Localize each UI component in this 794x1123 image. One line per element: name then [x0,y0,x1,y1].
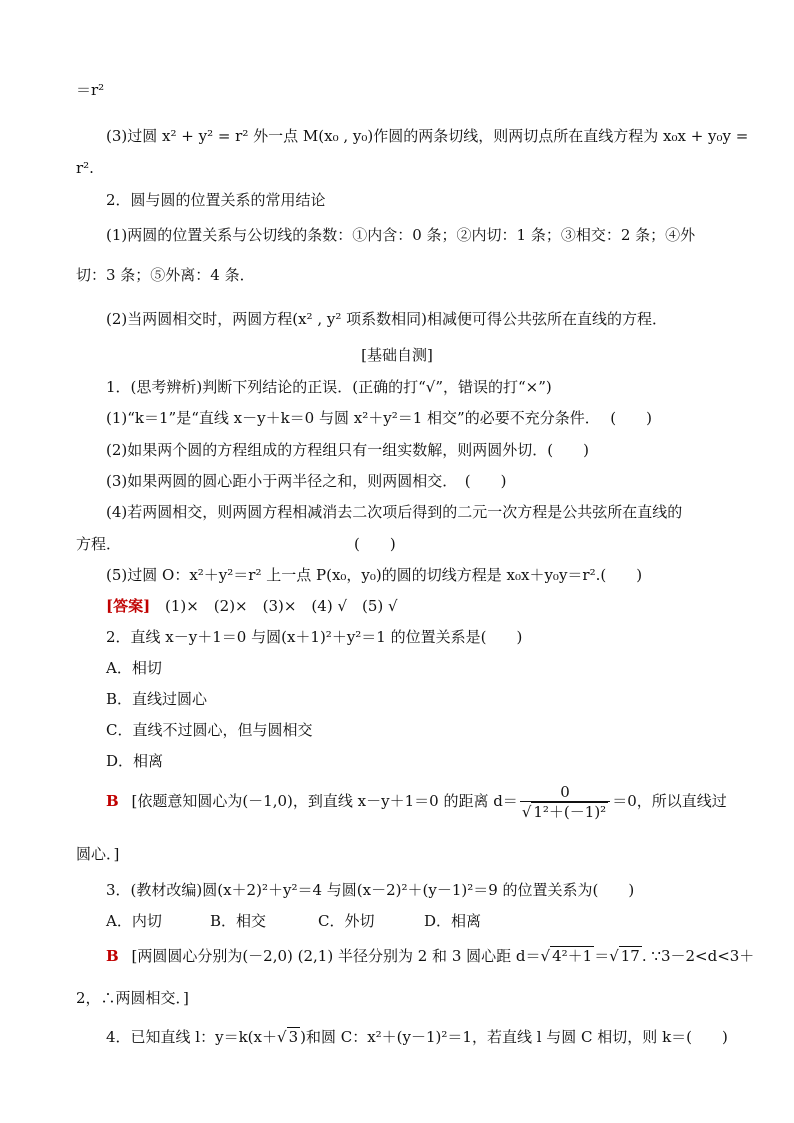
q3-sol-radicand: 4²＋1 [552,947,593,965]
item3-line2: r². [76,159,94,177]
q2-stem: 2．直线 x－y＋1＝0 与圆(x＋1)²＋y²＝1 的位置关系是( ) [106,628,523,646]
top-fragment: ＝r² [76,81,105,99]
q3-answer-letter: B [106,947,119,965]
q1-s4-paren: ( ) [354,535,396,553]
q3-sol-b: . ∵3－2<d<3＋ [641,947,755,965]
q1-answer [106,596,724,616]
q2-option-d: D．相离 [106,752,164,770]
q1-s4b-text: 方程． [76,535,122,553]
q2-sol-a: [依题意知圆心为(－1,0)，到直线 x－y＋1＝0 的距离 d＝ [131,792,518,810]
q1-statement-1 [106,408,724,428]
section2-title: 2．圆与圆的位置关系的常用结论 [106,191,326,209]
s2-item2: (2)当两圆相交时，两圆方程(x² , y² 项系数相同)相减便可得公共弦所在直线的方程． [106,310,667,328]
s2-item1-line2: 切：3 条；⑤外离：4 条． [76,266,255,284]
q3-sol-radicand-2: 17 [620,947,640,965]
q1-statement-4b [76,534,724,554]
q3-option-d: D．相离 [424,912,482,930]
q4-stem: 4．已知直线 l：y＝k(x＋√ 3 )和圆 C：x²＋(y－1)²＝1，若直线 l 与圆 C 相切，则 k＝( ) [106,1028,728,1046]
q2-frac-num: 0 [520,783,610,802]
q1-statement-5: (5)过圆 O：x²＋y²＝r² 上一点 P(x₀，y₀)的圆的切线方程是 x₀x＋y₀y＝r².( ) [106,566,643,584]
q1-answer-tag: [答案] [106,597,151,615]
q1-stem: 1．(思考辨析)判断下列结论的正误．(正确的打“√”，错误的打“×”) [106,378,552,396]
q1-statement-2: (2)如果两个圆的方程组成的方程组只有一组实数解，则两圆外切．( ) [106,441,589,459]
q2-option-a: A．相切 [106,659,162,677]
q2-sol-b: ＝0，所以直线过 [612,792,727,810]
q3-solution-line2: 2，∴两圆相交．] [76,989,189,1007]
q2-option-b: B．直线过圆心 [106,690,208,708]
s2-item1-line1: (1)两圆的位置关系与公切线的条数：①内含：0 条；②内切：1 条；③相交：2 条；④外 [106,226,696,244]
self-test-heading: [基础自测] [361,346,433,364]
q1-s1-paren: ( ) [610,409,652,427]
q1-s1-text: (1)“k＝1”是“直线 x－y＋k＝0 与圆 x²＋y²＝1 相交”的必要不充分条件． [106,409,600,427]
q4-stem-b: )和圆 C：x²＋(y－1)²＝1，若直线 l 与圆 C 相切，则 k＝( ) [300,1028,728,1046]
q1-statement-4a: (4)若两圆相交，则两圆方程相减消去二次项后得到的二元一次方程是公共弦所在直线的 [106,503,683,521]
q2-solution-line1 [106,782,727,826]
q2-distance-fraction [520,783,610,822]
q3-stem: 3．(教材改编)圆(x＋2)²＋y²＝4 与圆(x－2)²＋(y－1)²＝9 的位置关系为( ) [106,881,635,899]
q2-frac-den-radicand: 1²＋(－1)² [533,802,607,821]
q1-statement-3: (3)如果两圆的圆心距小于两半径之和，则两圆相交． ( ) [106,472,507,490]
q4-stem-a: 4．已知直线 l：y＝k(x＋ [106,1028,277,1046]
item3-line1: (3)过圆 x² + y² = r² 外一点 M(x₀ , y₀)作圆的两条切线，则两切点所在直线方程为 x₀x + y₀y = [106,127,749,145]
q1-answer-text: (1)× (2)× (3)× (4) √ (5) √ [164,597,398,615]
q2-answer-letter: B [106,792,119,810]
q2-frac-den: √ 1²＋(－1)² [521,802,607,821]
q4-radicand: 3 [288,1028,299,1046]
q3-solution-line1: B [两圆圆心分别为(－2,0) (2,1) 半径分别为 2 和 3 圆心距 d＝√ 4²＋1 ＝√ 17 . ∵3－2<d<3＋ [106,947,755,965]
q3-sol-eq: ＝ [594,947,610,965]
q3-option-a: A．内切 [106,912,162,930]
q3-option-c: C．外切 [318,912,375,930]
q3-option-b: B．相交 [210,912,267,930]
q2-option-c: C．直线不过圆心，但与圆相交 [106,721,313,739]
q3-sol-a: [两圆圆心分别为(－2,0) (2,1) 半径分别为 2 和 3 圆心距 d＝ [131,947,541,965]
q2-solution-line2: 圆心．] [76,845,120,863]
